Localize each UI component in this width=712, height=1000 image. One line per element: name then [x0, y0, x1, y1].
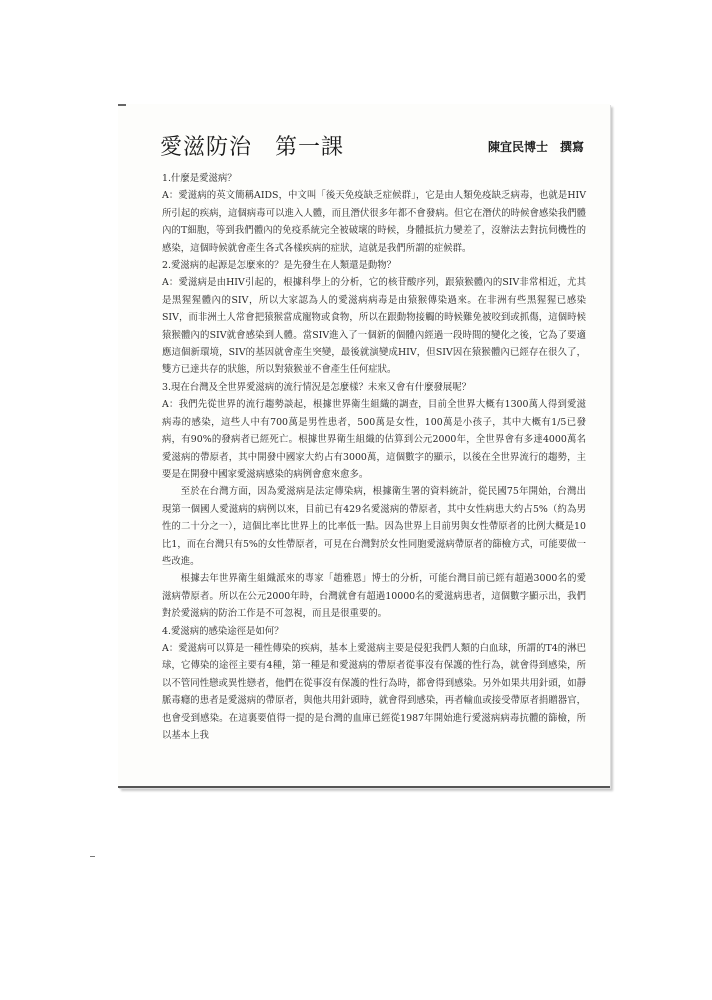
document-page: [118, 104, 610, 788]
article-body: [162, 170, 586, 744]
question-3: 3.現在台灣及全世界愛滋病的流行情況是怎麼樣？未來又會有什麼發展呢？: [162, 381, 471, 393]
answer-4: A：愛滋病可以算是一種性傳染的疾病，基本上愛滋病主要是侵犯我們人類的白血球，所謂的T4的淋巴球，它傳染的途徑主要有4種，第一種是和愛滋病的帶原者從事沒有保護的性行為，就會得到感染，所以不管同性戀或異性戀者，他們在從事沒有保護的性行為時，都會得到感染。另外如果共用針頭，如靜脈毒癮的患者是愛滋病的帶原者，與他共用針頭時，就會得到感染，再者輸血或接受帶原者捐贈器官，也會受到感染。在這裏要值得一提的是台灣的血庫已經從1987年開始進行愛滋病病毒抗體的篩檢，所以基本上我: [162, 642, 586, 741]
scan-speck: [90, 856, 95, 857]
page-title: 愛滋防治 第一課: [160, 135, 345, 160]
question-4: 4.愛滋病的感染途徑是如何？: [162, 625, 284, 637]
answer-3-who-estimate: 根據去年世界衛生組織派來的專家「趙雅恩」博士的分析，可能台灣目前已經有超過3000名的愛滋病帶原者。所以在公元2000年時，台灣就會有超過10000名的愛滋病患者，這個數字顯示出，我們對於愛滋病的防治工作是不可忽視，而且是很重要的。: [162, 573, 586, 620]
corner-mark: [118, 104, 126, 110]
answer-3-taiwan: 至於在台灣方面，因為愛滋病是法定傳染病，根據衛生署的資料統計，從民國75年開始，台灣出現第一個國人愛滋病的病例以來，目前已有429名愛滋病的帶原者，其中女性病患大約占5%（約為男性的二十分之一），這個比率比世界上的比率低一點。因為世界上目前男與女性帶原者的比例大概是10比1，而在台灣只有5%的女性帶原者，可見在台灣對於女性同胞愛滋病帶原者的篩檢方式，可能要做一些改進。: [162, 486, 586, 567]
answer-1: A：愛滋病的英文簡稱AIDS，中文叫「後天免疫缺乏症候群」，它是由人類免疫缺乏病毒，也就是HIV所引起的疾病，這個病毒可以進入人體，而且潛伏很多年都不會發病。但它在潛伏的時候會感染我們體內的T細胞，等到我們體內的免疫系統完全被破壞的時候，身體抵抗力變差了，沒辦法去對抗伺機性的感染，這個時候就會產生各式各樣疾病的症狀，這就是我們所謂的症候群。: [162, 190, 586, 254]
question-2: 2.愛滋病的起源是怎麼來的？是先發生在人類還是動物？: [162, 260, 396, 272]
answer-2: A：愛滋病是由HIV引起的，根據科學上的分析，它的核苷酸序列，跟猿猴體內的SIV非常相近，尤其是黑猩猩體內的SIV，所以大家認為人的愛滋病病毒是由猿猴傳染過來。在非洲有些黑猩猩已感染SIV，而非洲土人常會把猿猴當成寵物或食物，所以在跟動物接觸的時候難免被咬到或抓傷，這個時候猿猴體內的SIV就會感染到人體。當SIV進入了一個新的個體內經過一段時間的變化之後，它為了要適應這個新環境，SIV的基因就會產生突變，最後就演變成HIV，但SIV因在猿猴體內已經存在很久了，雙方已達共存的狀態，所以對猿猴並不會產生任何症狀。: [162, 277, 586, 376]
question-1: 1.什麼是愛滋病？: [162, 173, 237, 184]
answer-3: A：我們先從世界的流行趨勢談起，根據世界衛生組織的調查，目前全世界大概有1300萬人得到愛滋病毒的感染，這些人中有700萬是男性患者，500萬是女性，100萬是小孩子，其中大概有1/5已發病，有90%的發病者已經死亡。根據世界衛生組織的估算到公元2000年，全世界會有多達4000萬名愛滋病的帶原者，其中開發中國家大約占有3000萬，這個數字的顯示，以後在全世界流行的趨勢，主要是在開發中國家愛滋病感染的病例會愈來愈多。: [162, 399, 586, 480]
author-byline: 陳宜民博士 撰寫: [487, 140, 584, 154]
